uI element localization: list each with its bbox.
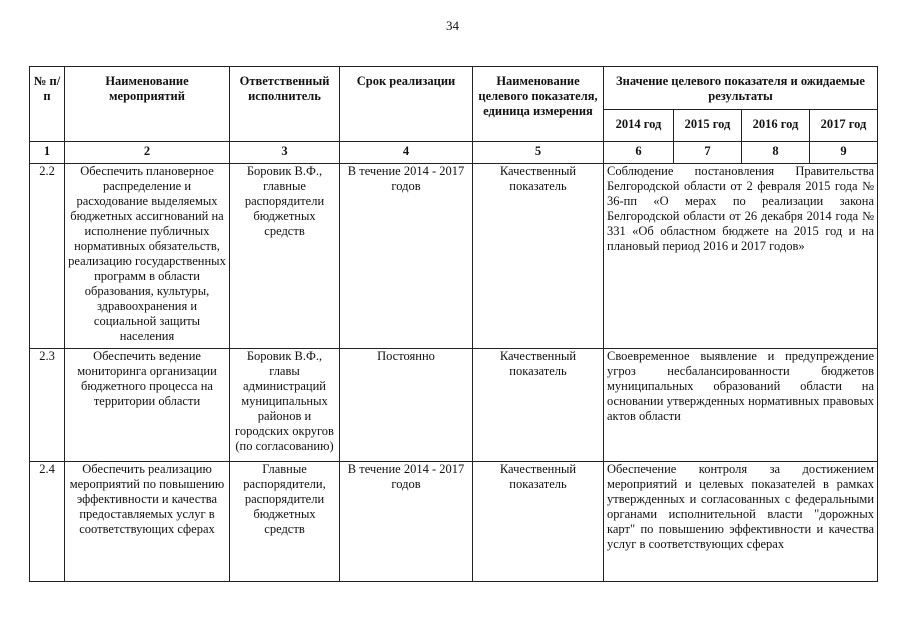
column-number-row	[30, 142, 878, 164]
column-number: 7	[674, 142, 742, 164]
table-row	[30, 462, 878, 582]
row-number: 2.3	[30, 349, 65, 462]
table-row	[30, 349, 878, 462]
term: В течение 2014 - 2017 годов	[340, 462, 473, 582]
column-number: 5	[473, 142, 604, 164]
executor: Боровик В.Ф., главные распорядители бюджетных средств	[230, 164, 340, 349]
page-number: 34	[446, 18, 459, 33]
header-term: Срок реализации	[340, 67, 473, 142]
column-number: 4	[340, 142, 473, 164]
header-num: № п/п	[30, 67, 65, 142]
header-year-2016: 2016 год	[742, 110, 810, 142]
header-year-2015: 2015 год	[674, 110, 742, 142]
column-number: 8	[742, 142, 810, 164]
indicator: Качественный показатель	[473, 349, 604, 462]
expected-result: Своевременное выявление и предупреждение угроз несбалансированности бюджетов муниципальных образований области на основании утвержденных нормативных правовых актов области	[604, 349, 878, 462]
row-number: 2.4	[30, 462, 65, 582]
header-executor: Ответственный исполнитель	[230, 67, 340, 142]
header-indicator: Наименование целевого показателя, единица измерения	[473, 67, 604, 142]
indicator: Качественный показатель	[473, 164, 604, 349]
expected-result: Соблюдение постановления Правительства Белгородской области от 2 февраля 2015 года № 36-пп «О мерах по реализации закона Белгородской области от 26 декабря 2014 года № 331 «Об областном бюджете на 2015 год и на плановый период 2016 и 2017 годов»	[604, 164, 878, 349]
header-value-group: Значение целевого показателя и ожидаемые результаты	[604, 67, 878, 110]
executor: Главные распорядители, распорядители бюджетных средств	[230, 462, 340, 582]
indicator: Качественный показатель	[473, 462, 604, 582]
term: В течение 2014 - 2017 годов	[340, 164, 473, 349]
header-year-2017: 2017 год	[810, 110, 878, 142]
term: Постоянно	[340, 349, 473, 462]
column-number: 6	[604, 142, 674, 164]
column-number: 2	[65, 142, 230, 164]
executor: Боровик В.Ф., главы администраций муниципальных районов и городских округов (по согласованию)	[230, 349, 340, 462]
table-row	[30, 164, 878, 349]
measures-table	[29, 66, 878, 582]
measure-name: Обеспечить реализацию мероприятий по повышению эффективности и качества предоставляемых услуг в соответствующих сферах	[65, 462, 230, 582]
column-number: 9	[810, 142, 878, 164]
column-number: 3	[230, 142, 340, 164]
header-name: Наименование мероприятий	[65, 67, 230, 142]
column-number: 1	[30, 142, 65, 164]
header-year-2014: 2014 год	[604, 110, 674, 142]
row-number: 2.2	[30, 164, 65, 349]
measure-name: Обеспечить плановерное распределение и расходование выделяемых бюджетных ассигнований на исполнение публичных нормативных обязательств, реализацию государственных программ в области образования, культуры, здравоохранения и социальной защиты населения	[65, 164, 230, 349]
measure-name: Обеспечить ведение мониторинга организации бюджетного процесса на территории области	[65, 349, 230, 462]
expected-result: Обеспечение контроля за достижением мероприятий и целевых показателей в рамках утвержденных и согласованных с федеральными органами исполнительной власти "дорожных карт" по повышению эффективности и качества услуг в соответствующих сферах	[604, 462, 878, 582]
